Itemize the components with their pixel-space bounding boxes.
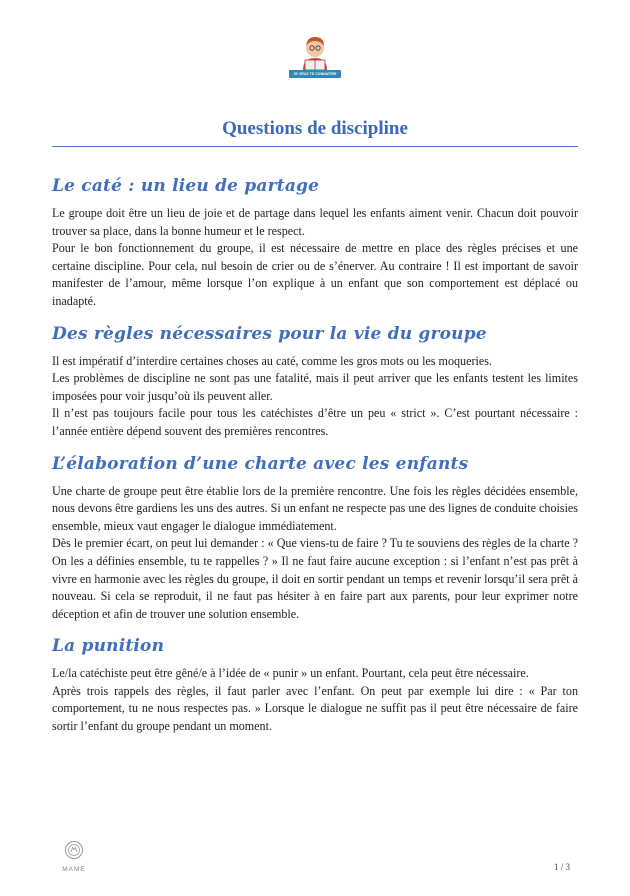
page-number: 1 / 3 <box>553 862 570 872</box>
mame-logo <box>56 840 92 874</box>
je-veux-te-connaitre-logo <box>283 32 347 80</box>
logo-banner-text: JE VEUX TE CONNAÎTRE <box>293 72 337 76</box>
paragraph: Les problèmes de discipline ne sont pas une fatalité, mais il peut arriver que les enfants testent les limites imposées pour voir jusqu’où ils peuvent aller. <box>52 371 578 403</box>
section-regles-necessaires <box>52 324 578 441</box>
paragraph: Pour le bon fonctionnement du groupe, il est nécessaire de mettre en place des règles précises et une certaine discipline. Pour cela, nul besoin de crier ou de s’énerver. Au contraire ! Il est important de savoir manifester de l’amour, même lorsque l’on explique à un enfant que son comportement est déplacé ou inadapté. <box>52 241 578 308</box>
paragraph: Le groupe doit être un lieu de joie et de partage dans lequel les enfants aiment venir. Chacun doit pouvoir trouver sa place, dans la bonne humeur et le respect. <box>52 206 578 238</box>
paragraph: Il n’est pas toujours facile pour tous les catéchistes d’être un peu « strict ». C’est pourtant nécessaire : l’année entière dépend souvent des premières rencontres. <box>52 406 578 438</box>
paragraph: Le/la catéchiste peut être gêné/e à l’idée de « punir » un enfant. Pourtant, cela peut être nécessaire. <box>52 666 529 681</box>
section-heading: La punition <box>52 636 165 657</box>
paragraph: Une charte de groupe peut être établie lors de la première rencontre. Une fois les règles décidées ensemble, nous devons être gardiens les uns des autres. Si un enfant ne respecte pas une des lignes de conduite choisies ensemble, mieux vaut engager le dialogue immédiatement. <box>52 483 578 533</box>
mame-wordmark: MAME <box>62 866 86 873</box>
document-body <box>52 176 578 749</box>
paragraph: Il est impératif d’interdire certaines choses au caté, comme les gros mots ou les moqueries. <box>52 353 492 368</box>
paragraph: Après trois rappels des règles, il faut parler avec l’enfant. On peut par exemple lui dire : « Par ton comportement, tu ne nous respectes pas. » Lorsque le dialogue ne suffit pas il peut être nécessaire de faire sortir l’enfant du groupe pendant un moment. <box>52 683 578 734</box>
mame-emblem-icon <box>64 840 84 860</box>
page-title: Questions de discipline <box>222 118 408 139</box>
section-heading: Des règles nécessaires pour la vie du groupe <box>52 323 487 344</box>
section-charte-enfants <box>52 454 578 624</box>
section-cate-lieu-de-partage <box>52 176 578 311</box>
paragraph: Dès le premier écart, on peut lui demander : « Que viens-tu de faire ? Tu te souviens des règles de la charte ? On les a définies ensemble, tu te rappelles ? » Il ne faut faire aucune exception : si l’enfant n’est pas prêt à vivre en harmonie avec les règles du groupe, il doit en sortir pendant un temps et revenir lorsqu’il sera prêt à nouveau. Si cela se reproduit, il ne faut pas hésiter à en faire part aux parents, pour leur exprimer notre déception et afin de trouver une solution ensemble. <box>52 536 578 621</box>
section-heading: Le caté : un lieu de partage <box>52 176 320 196</box>
section-heading: L’élaboration d’une charte avec les enfants <box>52 453 469 474</box>
title-divider <box>52 146 578 147</box>
section-punition <box>52 636 578 735</box>
